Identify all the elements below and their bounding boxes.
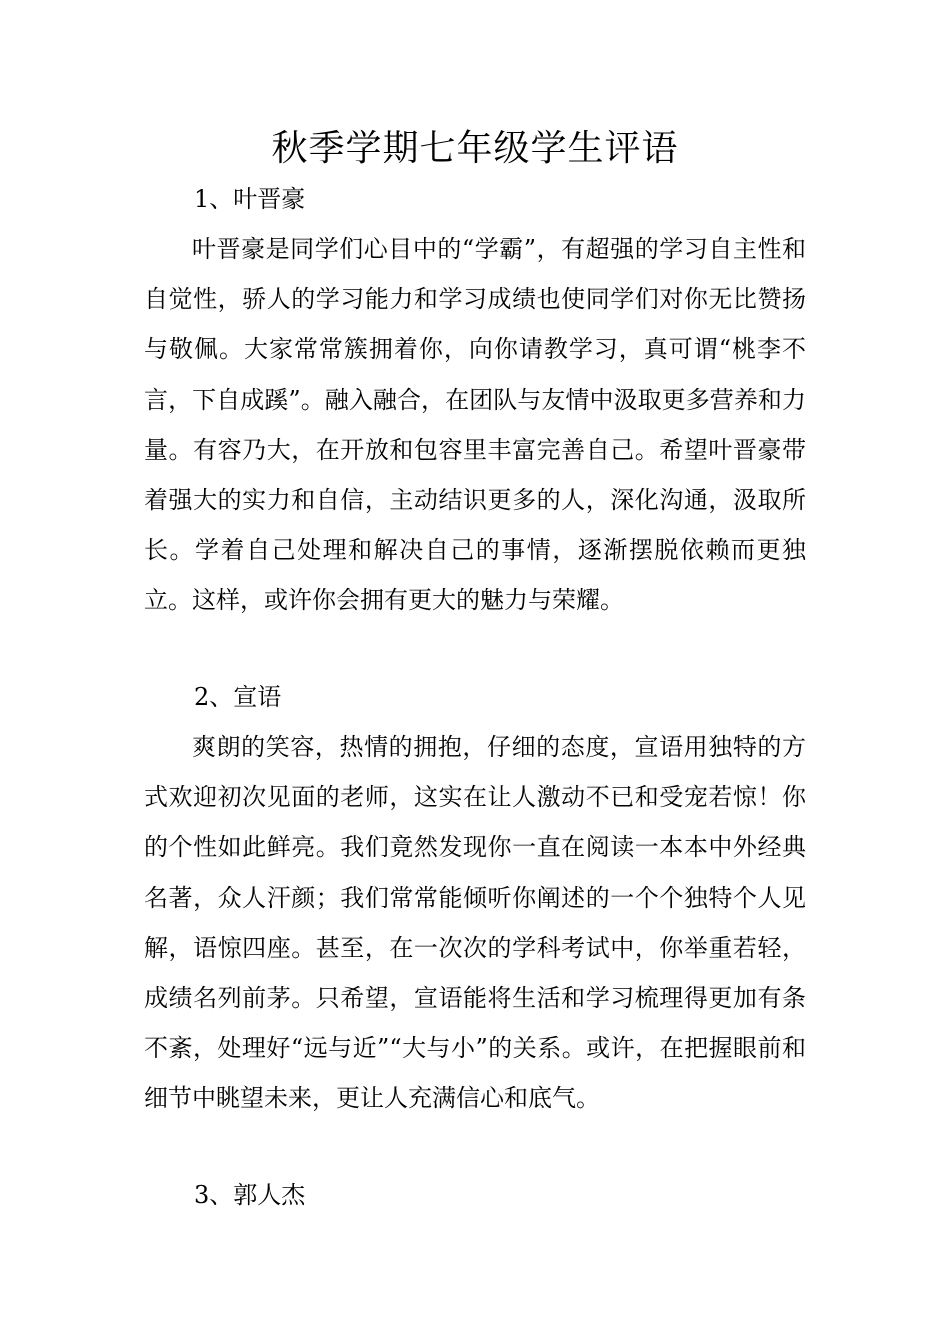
section-body-1: 叶晋豪是同学们心目中的“学霸”，有超强的学习自主性和自觉性，骄人的学习能力和学习成绩也使同学们对你无比赞扬与敬佩。大家常常簇拥着你，向你请教学习，真可谓“桃李不言，下自成蹊”。融入融合，在团队与友情中汲取更多营养和力量。有容乃大，在开放和包容里丰富完善自己。希望叶晋豪带着强大的实力和自信，主动结识更多的人，深化沟通，汲取所长。学着自己处理和解决自己的事情，逐渐摆脱依赖而更独立。这样，或许你会拥有更大的魅力与荣耀。 — [144, 235, 806, 615]
section-heading-2: 2、宣语 — [194, 683, 282, 711]
document-page — [144, 0, 806, 1344]
section-heading-1: 1、叶晋豪 — [194, 185, 306, 213]
section-body-2: 爽朗的笑容，热情的拥抱，仔细的态度，宣语用独特的方式欢迎初次见面的老师，这实在让人激动不已和受宠若惊！你的个性如此鲜亮。我们竟然发现你一直在阅读一本本中外经典名著，众人汗颜；我们常常能倾听你阐述的一个个独特个人见解，语惊四座。甚至，在一次次的学科考试中，你举重若轻，成绩名列前茅。只希望，宣语能将生活和学习梳理得更加有条不紊，处理好“远与近”“大与小”的关系。或许，在把握眼前和细节中眺望未来，更让人充满信心和底气。 — [144, 733, 806, 1113]
section-heading-3: 3、郭人杰 — [194, 1181, 306, 1209]
document-title: 秋季学期七年级学生评语 — [271, 128, 679, 169]
